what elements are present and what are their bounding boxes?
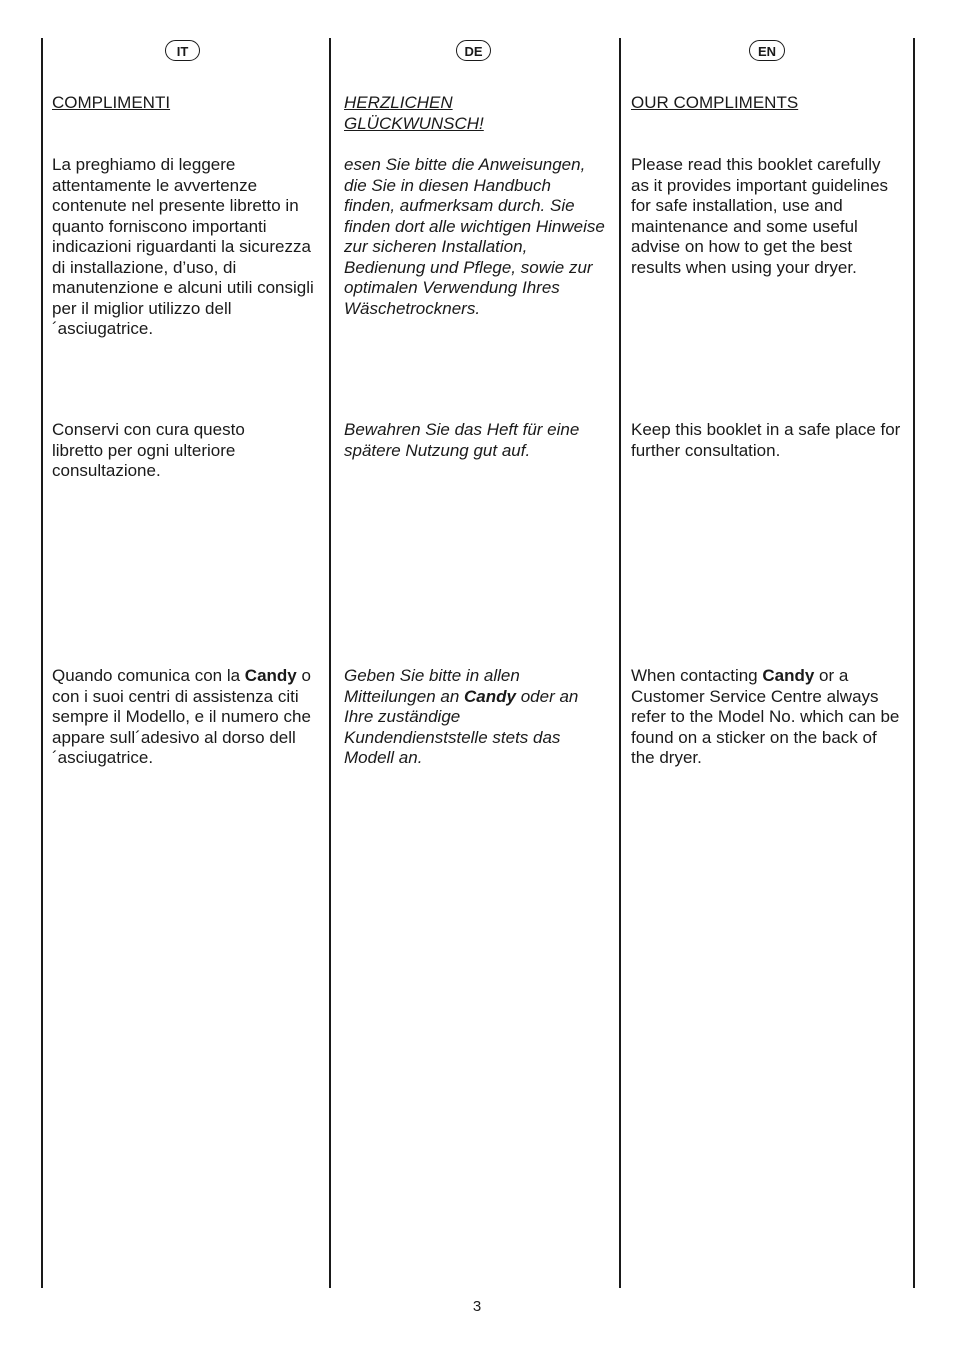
intro-paragraph-en: Please read this booklet carefully as it provides important guidelines for safe installation, use and maintenance and some useful advise on how to get the best results when using your dryer. xyxy=(631,155,889,277)
keep-paragraph-en: Keep this booklet in a safe place for further consultation. xyxy=(631,420,901,460)
column-divider-middle-right xyxy=(619,38,621,1288)
heading-de: HERZLICHEN GLÜCKWUNSCH! xyxy=(344,93,484,133)
column-divider-left xyxy=(41,38,43,1288)
language-badge-de: DE xyxy=(456,40,491,61)
contact-text-after-en: or a Customer Service Centre always refer to the Model No. which can be found on a sticker on the back of the dryer. xyxy=(631,666,900,767)
heading-it: COMPLIMENTI xyxy=(52,93,171,112)
column-divider-right xyxy=(913,38,915,1288)
contact-text-before-it: Quando comunica con la xyxy=(52,666,245,685)
contact-text-after-it: o con i suoi centri di assistenza citi sempre il Modello, e il numero che appare sull´adesivo al dorso dell´asciugatrice. xyxy=(52,666,311,767)
contact-paragraph-de xyxy=(344,666,606,769)
language-badge-it: IT xyxy=(165,40,200,61)
intro-paragraph-it: La preghiamo di leggere attentamente le avvertenze contenute nel presente libretto in quanto forniscono importanti indicazioni riguardanti la sicurezza di installazione, d’uso, di manutenzione e alcuni utili consigli per il miglior utilizzo dell´asciugatrice. xyxy=(52,155,314,338)
contact-paragraph-it xyxy=(52,666,318,769)
brand-name-de: Candy xyxy=(464,686,516,706)
column-it xyxy=(52,38,318,1288)
contact-text-before-de: Geben Sie bitte in allen Mitteilungen an xyxy=(344,666,520,706)
brand-name-en: Candy xyxy=(762,666,815,685)
column-en xyxy=(631,38,903,1288)
page-number: 3 xyxy=(472,1298,482,1315)
intro-paragraph-de: esen Sie bitte die Anweisungen, die Sie in diesen Handbuch finden, aufmerksam durch. Sie finden dort alle wichtigen Hinweise zur sicheren Installation, Bedienung und Pflege, sowie zur optimalen Verwendung Ihres Wäschetrockners. xyxy=(344,155,605,318)
language-badge-en: EN xyxy=(749,40,785,61)
contact-paragraph-en xyxy=(631,666,903,769)
keep-paragraph-de: Bewahren Sie das Heft für eine spätere Nutzung gut auf. xyxy=(344,420,580,460)
keep-paragraph-it: Conservi con cura questo libretto per ogni ulteriore consultazione. xyxy=(52,420,245,480)
column-divider-middle-left xyxy=(329,38,331,1288)
heading-en: OUR COMPLIMENTS xyxy=(631,93,799,112)
brand-name-it: Candy xyxy=(244,666,297,685)
column-de xyxy=(344,38,606,1288)
contact-text-before-en: When contacting xyxy=(631,666,763,685)
contact-text-after-de: oder an Ihre zuständige Kundendienststelle stets das Modell an. xyxy=(344,686,579,767)
